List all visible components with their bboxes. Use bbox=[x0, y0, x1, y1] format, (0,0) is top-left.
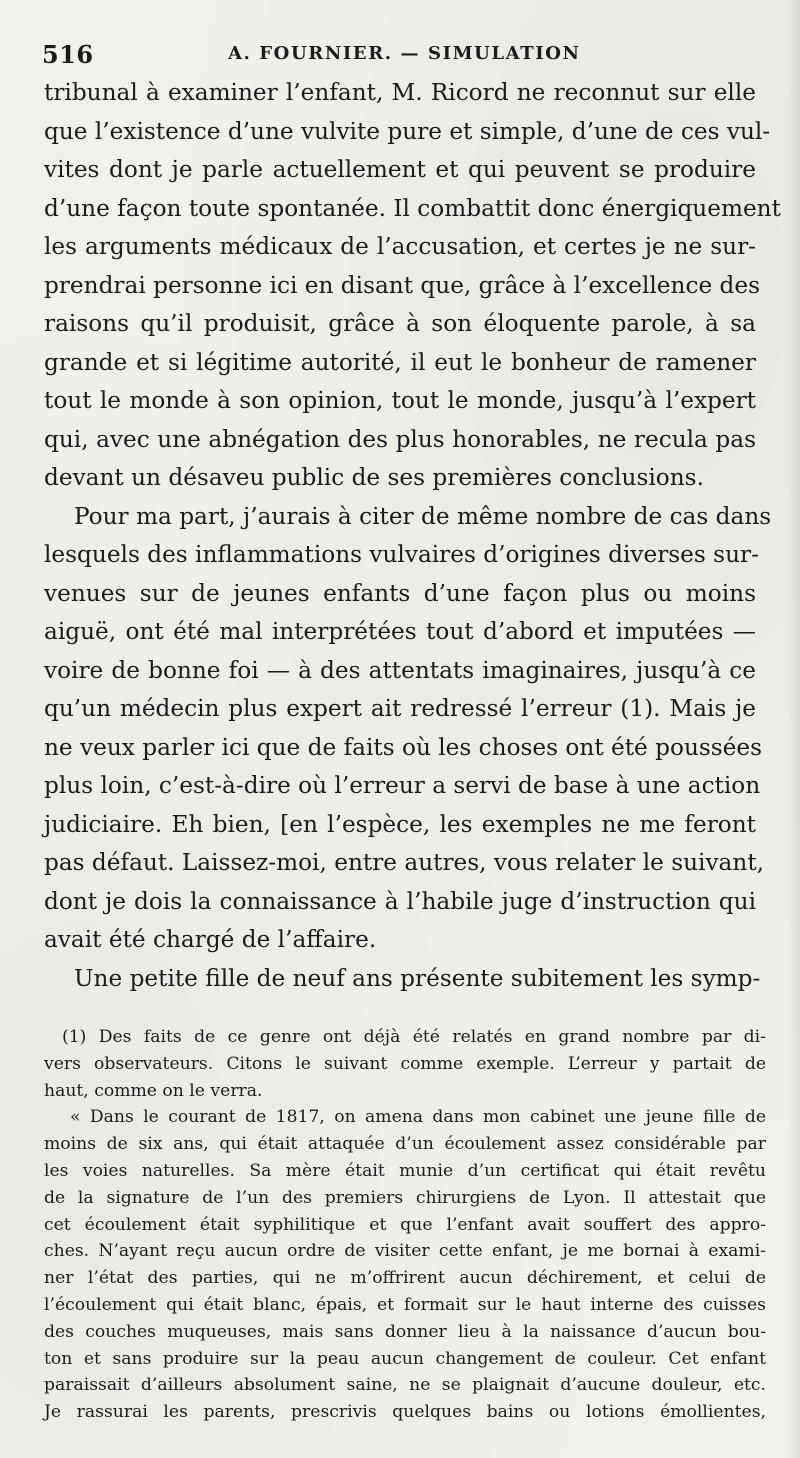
body-line: qui, avec une abnégation des plus honorables, ne recula pas bbox=[44, 425, 756, 453]
footnote-line: ner l’état des parties, qui ne m’offrirent aucun déchirement, et celui de bbox=[44, 1268, 766, 1289]
body-line: d’une façon toute spontanée. Il combattit donc énergiquement bbox=[44, 194, 781, 222]
footnote-line: « Dans le courant de 1817, on amena dans mon cabinet une jeune fille de bbox=[70, 1107, 766, 1128]
body-line: lesquels des inflammations vulvaires d’origines diverses sur- bbox=[44, 541, 759, 568]
footnote-line: cet écoulement était syphilitique et que l’enfant avait souffert des appro- bbox=[44, 1214, 766, 1235]
body-line: ne veux parler ici que de faits où les choses ont été poussées bbox=[44, 733, 763, 761]
footnote-line: moins de six ans, qui était attaquée d’un écoulement assez considérable par bbox=[44, 1134, 766, 1155]
body-line: venues sur de jeunes enfants d’une façon plus ou moins bbox=[44, 579, 756, 607]
footnote-line: des couches muqueuses, mais sans donner lieu à la naissance d’aucun bou- bbox=[44, 1321, 766, 1342]
body-line: voire de bonne foi — à des attentats imaginaires, jusqu’à ce bbox=[44, 656, 756, 684]
body-line: Pour ma part, j’aurais à citer de même nombre de cas dans bbox=[74, 502, 772, 530]
body-line: avait été chargé de l’affaire. bbox=[44, 926, 377, 953]
body-line: les arguments médicaux de l’accusation, et certes je ne sur- bbox=[44, 233, 756, 260]
footnote-line: Je rassurai les parents, prescrivis quelques bains ou lotions émollientes, bbox=[44, 1402, 766, 1423]
footnote-line: l’écoulement qui était blanc, épais, et formait sur le haut interne des cuisses bbox=[44, 1294, 766, 1315]
body-line: judiciaire. Eh bien, [en l’espèce, les exemples ne me feront bbox=[44, 810, 756, 838]
body-line: grande et si légitime autorité, il eut le bonheur de ramener bbox=[44, 348, 756, 376]
body-line: raisons qu’il produisit, grâce à son éloquente parole, à sa bbox=[44, 310, 756, 337]
body-line: que l’existence d’une vulvite pure et simple, d’une de ces vul- bbox=[44, 117, 771, 145]
footnote-line: (1) Des faits de ce genre ont déjà été relatés en grand nombre par di- bbox=[62, 1027, 766, 1047]
page-number: 516 bbox=[42, 40, 94, 69]
footnote-line: ton et sans produire sur la peau aucun changement de couleur. Cet enfant bbox=[44, 1348, 766, 1369]
body-line: tout le monde à son opinion, tout le monde, jusqu’à l’expert bbox=[44, 387, 756, 414]
footnote-line: haut, comme on le verra. bbox=[44, 1080, 263, 1101]
main-text bbox=[44, 74, 781, 998]
footnote-line: paraissait d’ailleurs absolument saine, ne se plaignait d’aucune douleur, etc. bbox=[44, 1375, 766, 1396]
footnotes bbox=[44, 1024, 766, 1426]
footnote-line: vers observateurs. Citons le suivant comme exemple. L’erreur y partait de bbox=[44, 1053, 766, 1074]
body-line: plus loin, c’est-à-dire où l’erreur a servi de base à une action bbox=[44, 772, 761, 799]
body-line: qu’un médecin plus expert ait redressé l’erreur (1). Mais je bbox=[44, 695, 756, 722]
page-header bbox=[42, 36, 762, 70]
body-line: prendrai personne ici en disant que, grâce à l’excellence des bbox=[44, 271, 761, 299]
running-head: A. FOURNIER. — SIMULATION bbox=[228, 43, 581, 64]
body-line: pas défaut. Laissez-moi, entre autres, vous relater le suivant, bbox=[44, 849, 765, 876]
footnote-line: ches. N’ayant reçu aucun ordre de visiter cette enfant, je me bornai à exami- bbox=[44, 1241, 766, 1262]
body-line: devant un désaveu public de ses premières conclusions. bbox=[44, 464, 704, 491]
body-line: tribunal à examiner l’enfant, M. Ricord ne reconnut sur elle bbox=[44, 79, 756, 106]
body-line: dont je dois la connaissance à l’habile juge d’instruction qui bbox=[44, 887, 756, 915]
body-line: Une petite fille de neuf ans présente subitement les symp- bbox=[74, 964, 761, 992]
footnote-line: de la signature de l’un des premiers chirurgiens de Lyon. Il attestait que bbox=[44, 1187, 766, 1208]
body-line: aiguë, ont été mal interprétées tout d’abord et imputées — bbox=[44, 618, 756, 645]
page-edge-shadow bbox=[786, 0, 800, 1458]
body-line: vites dont je parle actuellement et qui peuvent se produire bbox=[44, 156, 756, 183]
footnote-line: les voies naturelles. Sa mère était munie d’un certificat qui était revêtu bbox=[44, 1160, 766, 1181]
